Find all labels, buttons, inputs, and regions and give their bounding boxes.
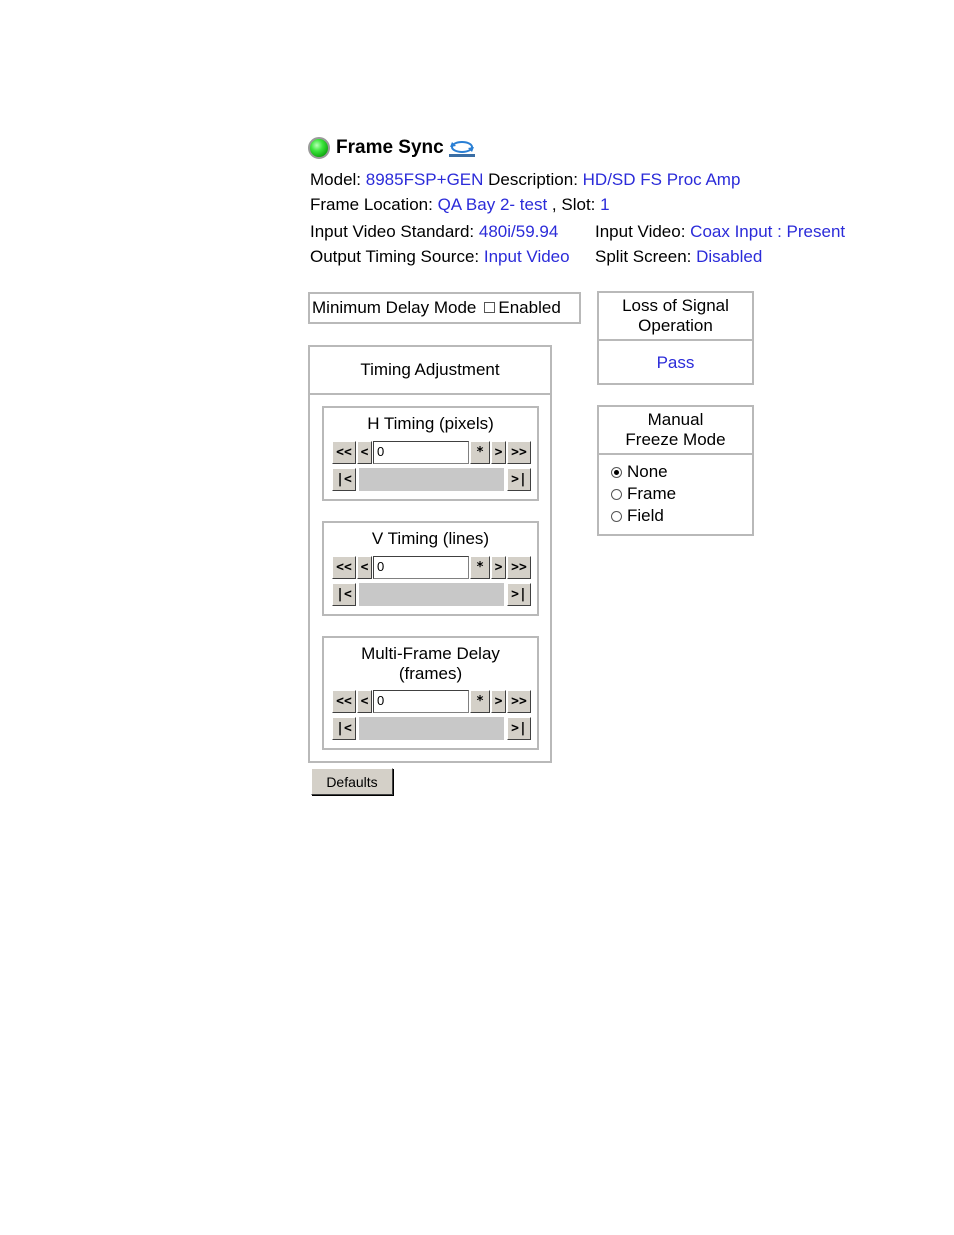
defaults-button[interactable]: Defaults (311, 768, 393, 795)
frame-location-value: QA Bay 2- test (437, 195, 548, 214)
mfd-fast-forward-button[interactable]: >> (507, 690, 531, 713)
mfd-forward-button[interactable]: > (491, 690, 506, 713)
description-value: HD/SD FS Proc Amp (582, 170, 741, 189)
input-video-value: Coax Input : Present (690, 222, 846, 241)
split-screen-label: Split Screen: (595, 247, 692, 266)
v-timing-forward-button[interactable]: > (491, 556, 506, 579)
h-timing-fast-forward-button[interactable]: >> (507, 441, 531, 464)
h-timing-slider-track[interactable] (359, 468, 504, 491)
mfd-input[interactable]: 0 (373, 690, 469, 713)
output-timing-label: Output Timing Source: (310, 247, 480, 266)
freeze-option-frame-label[interactable]: Frame (627, 484, 677, 503)
multi-frame-delay-control (322, 636, 539, 750)
model-value: 8985FSP+GEN (365, 170, 484, 189)
h-timing-input[interactable]: 0 (373, 441, 469, 464)
input-video-label: Input Video: (595, 222, 686, 241)
freeze-options (599, 455, 752, 527)
min-delay-checkbox-label[interactable]: Enabled (498, 298, 561, 317)
input-video-line (595, 222, 845, 242)
min-delay-box (308, 292, 581, 324)
h-timing-star-button[interactable]: * (470, 441, 490, 464)
split-screen-value: Disabled (696, 247, 763, 266)
location-line (310, 195, 610, 215)
slot-value: 1 (600, 195, 610, 214)
freeze-option-none-label[interactable]: None (627, 462, 668, 481)
h-timing-control (322, 406, 539, 501)
page-title: Frame Sync (336, 137, 444, 158)
v-timing-back-button[interactable]: < (357, 556, 372, 579)
split-screen-line (595, 247, 762, 267)
output-timing-line (310, 247, 570, 267)
v-timing-min-button[interactable]: |< (332, 583, 356, 606)
model-label: Model: (310, 170, 362, 189)
v-timing-label: V Timing (lines) (371, 529, 490, 548)
v-timing-star-button[interactable]: * (470, 556, 490, 579)
timing-adjustment-title: Timing Adjustment (360, 360, 500, 379)
h-timing-fast-back-button[interactable]: << (332, 441, 356, 464)
mfd-fast-back-button[interactable]: << (332, 690, 356, 713)
input-video-standard-value: 480i/59.94 (478, 222, 559, 241)
v-timing-max-button[interactable]: >| (507, 583, 531, 606)
page-header (308, 133, 475, 163)
h-timing-forward-button[interactable]: > (491, 441, 506, 464)
mfd-star-button[interactable]: * (470, 690, 490, 713)
h-timing-label: H Timing (pixels) (367, 414, 494, 433)
frame-location-label: Frame Location: (310, 195, 433, 214)
refresh-icon[interactable] (449, 139, 475, 157)
description-label: Description: (488, 170, 578, 189)
freeze-option-none[interactable] (599, 461, 752, 483)
loss-of-signal-panel (597, 291, 754, 385)
v-timing-fast-back-button[interactable]: << (332, 556, 356, 579)
radio-icon[interactable] (611, 489, 622, 500)
v-timing-fast-forward-button[interactable]: >> (507, 556, 531, 579)
h-timing-back-button[interactable]: < (357, 441, 372, 464)
timing-adjustment-panel (308, 345, 552, 763)
freeze-option-field[interactable] (599, 505, 752, 527)
input-standard-line (310, 222, 558, 242)
v-timing-control (322, 521, 539, 616)
multi-frame-delay-label: Multi-Frame Delay (frames) (361, 644, 500, 683)
manual-freeze-title: Manual Freeze Mode (625, 410, 726, 449)
slot-label: , Slot: (551, 195, 596, 214)
h-timing-max-button[interactable]: >| (507, 468, 531, 491)
manual-freeze-panel (597, 405, 754, 536)
status-led-icon (308, 137, 330, 159)
mfd-max-button[interactable]: >| (507, 717, 531, 740)
loss-of-signal-value: Pass (656, 353, 695, 372)
output-timing-value: Input Video (483, 247, 570, 266)
mfd-back-button[interactable]: < (357, 690, 372, 713)
min-delay-checkbox[interactable] (484, 302, 495, 313)
v-timing-input[interactable]: 0 (373, 556, 469, 579)
freeze-option-field-label[interactable]: Field (627, 506, 664, 525)
mfd-min-button[interactable]: |< (332, 717, 356, 740)
loss-of-signal-title: Loss of Signal Operation (622, 296, 729, 335)
mfd-slider-track[interactable] (359, 717, 504, 740)
radio-selected-icon[interactable] (611, 467, 622, 478)
min-delay-label: Minimum Delay Mode (312, 298, 477, 317)
h-timing-min-button[interactable]: |< (332, 468, 356, 491)
model-line (310, 170, 740, 190)
v-timing-slider-track[interactable] (359, 583, 504, 606)
input-video-standard-label: Input Video Standard: (310, 222, 475, 241)
freeze-option-frame[interactable] (599, 483, 752, 505)
radio-icon[interactable] (611, 511, 622, 522)
